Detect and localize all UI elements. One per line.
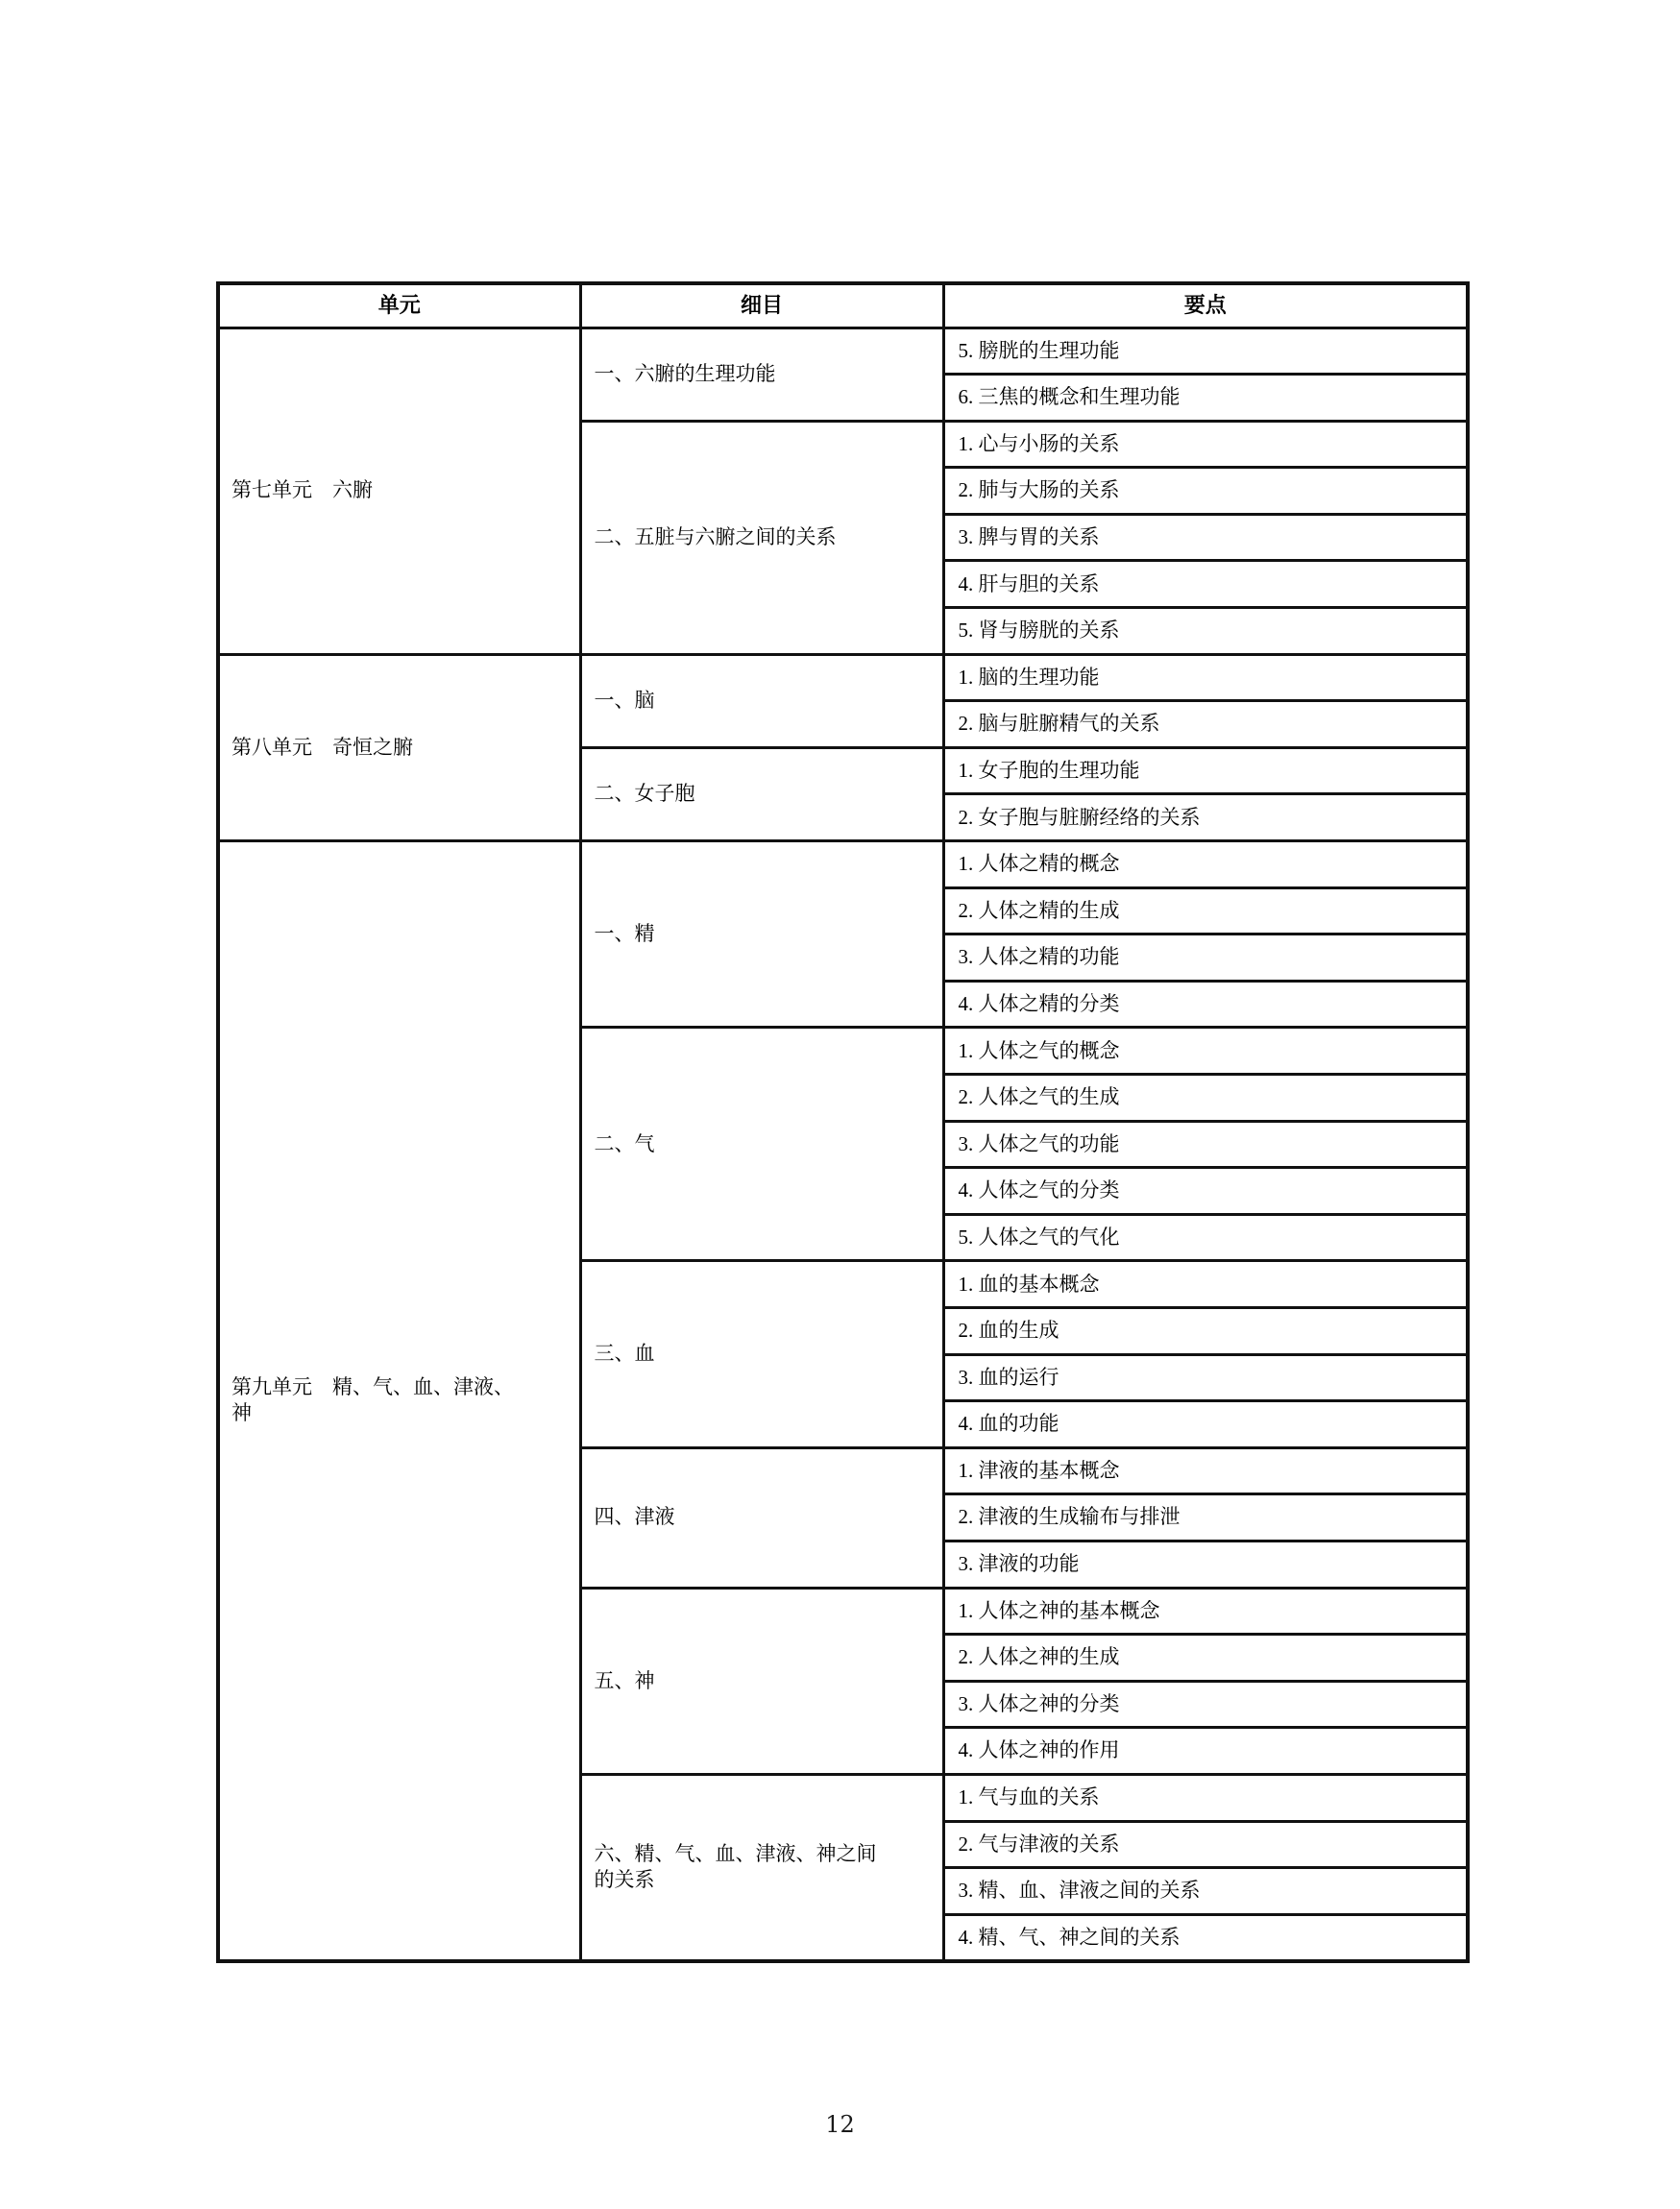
point-cell: 4. 人体之神的作用 <box>943 1728 1468 1775</box>
table-row <box>218 654 1468 701</box>
point-cell: 5. 膀胱的生理功能 <box>943 328 1468 375</box>
point-cell: 3. 人体之精的功能 <box>943 935 1468 982</box>
syllabus-table <box>216 281 1470 1963</box>
detail-cell: 一、精 <box>580 841 943 1028</box>
point-cell: 1. 脑的生理功能 <box>943 654 1468 701</box>
point-cell: 1. 人体之神的基本概念 <box>943 1588 1468 1635</box>
point-cell: 4. 血的功能 <box>943 1401 1468 1448</box>
column-header-unit: 单元 <box>218 283 580 328</box>
point-cell: 1. 人体之气的概念 <box>943 1028 1468 1075</box>
point-cell: 2. 肺与大肠的关系 <box>943 468 1468 515</box>
point-cell: 3. 脾与胃的关系 <box>943 514 1468 561</box>
point-cell: 5. 人体之气的气化 <box>943 1214 1468 1261</box>
column-header-points: 要点 <box>943 283 1468 328</box>
point-cell: 4. 人体之气的分类 <box>943 1168 1468 1215</box>
point-cell: 2. 脑与脏腑精气的关系 <box>943 701 1468 748</box>
point-cell: 2. 气与津液的关系 <box>943 1821 1468 1868</box>
point-cell: 2. 津液的生成输布与排泄 <box>943 1494 1468 1541</box>
detail-cell: 六、精、气、血、津液、神之间的关系 <box>580 1774 943 1960</box>
point-cell: 6. 三焦的概念和生理功能 <box>943 375 1468 422</box>
detail-cell: 一、六腑的生理功能 <box>580 328 943 421</box>
point-cell: 2. 女子胞与脏腑经络的关系 <box>943 794 1468 841</box>
point-cell: 4. 人体之精的分类 <box>943 981 1468 1028</box>
detail-cell: 二、气 <box>580 1028 943 1261</box>
point-cell: 1. 津液的基本概念 <box>943 1447 1468 1494</box>
column-header-detail: 细目 <box>580 283 943 328</box>
detail-cell: 一、脑 <box>580 654 943 747</box>
unit-cell: 第九单元 精、气、血、津液、神 <box>218 841 580 1961</box>
point-cell: 3. 精、血、津液之间的关系 <box>943 1868 1468 1915</box>
table-row <box>218 841 1468 888</box>
point-cell: 2. 血的生成 <box>943 1307 1468 1354</box>
point-cell: 3. 人体之神的分类 <box>943 1681 1468 1728</box>
unit-cell: 第八单元 奇恒之腑 <box>218 654 580 840</box>
table-row <box>218 328 1468 375</box>
detail-cell: 二、五脏与六腑之间的关系 <box>580 421 943 654</box>
detail-cell: 五、神 <box>580 1588 943 1774</box>
point-cell: 3. 血的运行 <box>943 1354 1468 1401</box>
detail-cell: 三、血 <box>580 1261 943 1447</box>
point-cell: 1. 女子胞的生理功能 <box>943 747 1468 794</box>
point-cell: 1. 血的基本概念 <box>943 1261 1468 1308</box>
point-cell: 4. 肝与胆的关系 <box>943 561 1468 608</box>
point-cell: 1. 心与小肠的关系 <box>943 421 1468 468</box>
page-number: 12 <box>825 2111 855 2138</box>
unit-cell: 第七单元 六腑 <box>218 328 580 654</box>
point-cell: 1. 人体之精的概念 <box>943 841 1468 888</box>
detail-cell: 四、津液 <box>580 1447 943 1588</box>
table-header-row <box>218 283 1468 328</box>
point-cell: 2. 人体之神的生成 <box>943 1635 1468 1682</box>
syllabus-table-body <box>218 328 1468 1961</box>
point-cell: 2. 人体之气的生成 <box>943 1075 1468 1122</box>
point-cell: 1. 气与血的关系 <box>943 1774 1468 1821</box>
point-cell: 5. 肾与膀胱的关系 <box>943 608 1468 655</box>
point-cell: 3. 人体之气的功能 <box>943 1121 1468 1168</box>
point-cell: 4. 精、气、神之间的关系 <box>943 1914 1468 1961</box>
detail-cell: 二、女子胞 <box>580 747 943 840</box>
point-cell: 3. 津液的功能 <box>943 1541 1468 1588</box>
point-cell: 2. 人体之精的生成 <box>943 887 1468 935</box>
